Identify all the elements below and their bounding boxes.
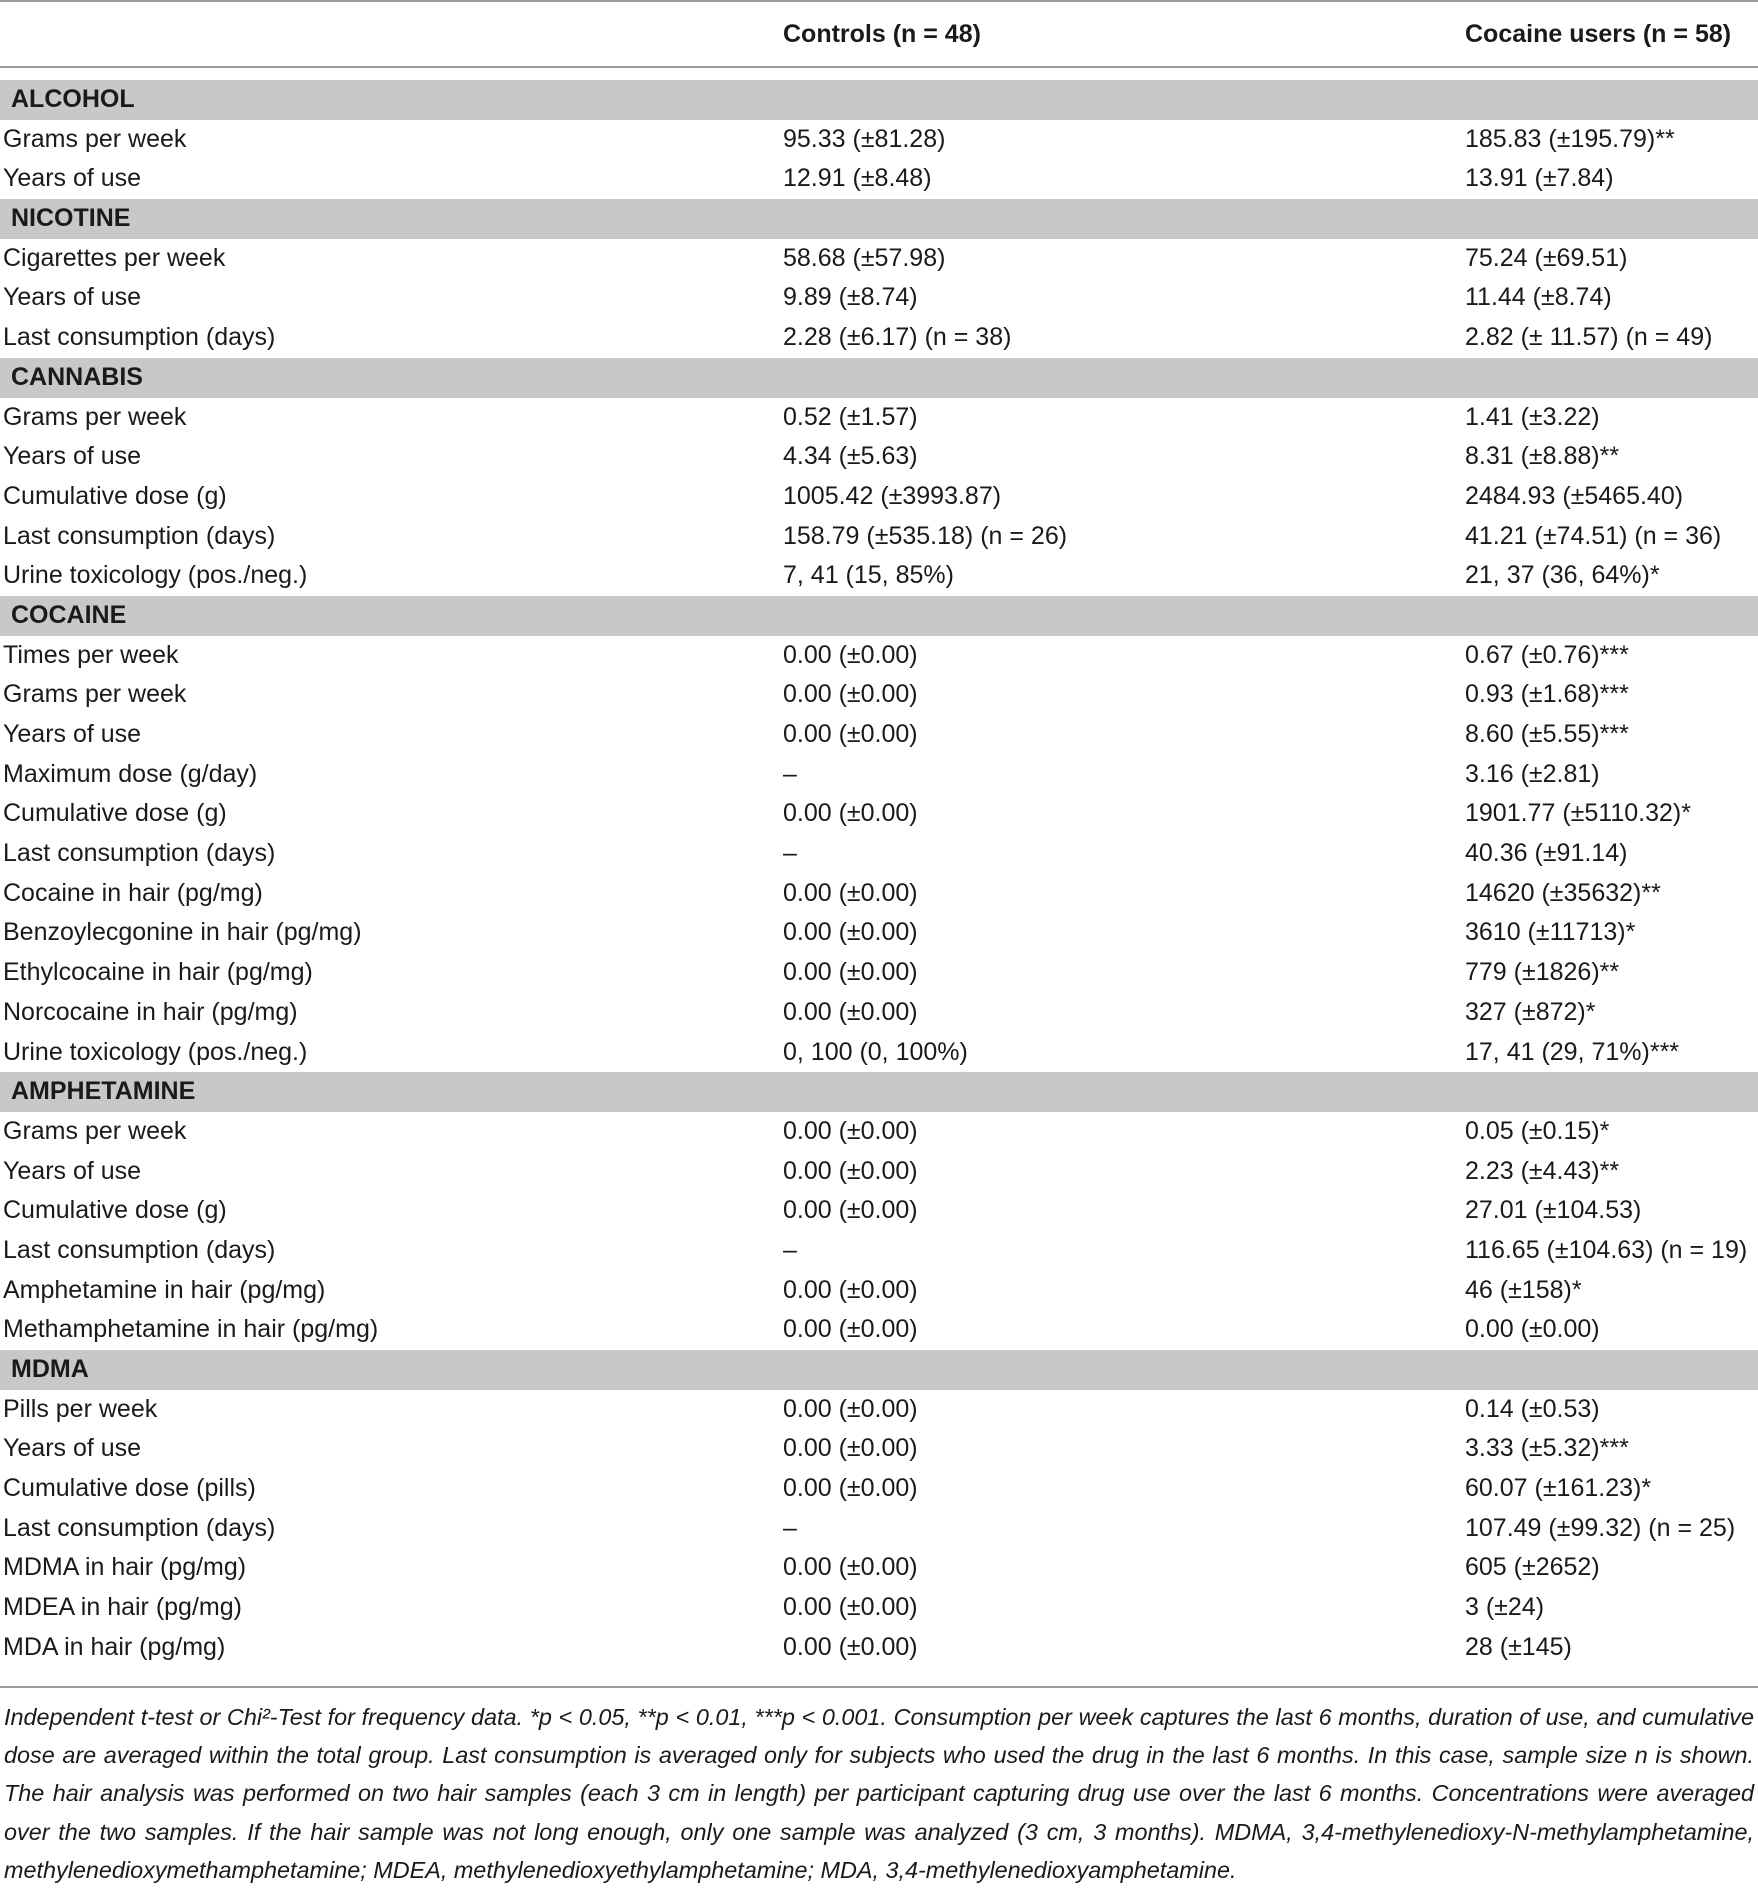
cocaine-users-value: 116.65 (±104.63) (n = 19) bbox=[1465, 1235, 1748, 1264]
row-label: Years of use bbox=[3, 720, 142, 748]
cocaine-users-value: 14620 (±35632)** bbox=[1465, 878, 1661, 907]
cocaine-users-value: 40.36 (±91.14) bbox=[1465, 839, 1628, 868]
controls-value: 0.00 (±0.00) bbox=[783, 918, 918, 947]
cocaine-users-value: 185.83 (±195.79)** bbox=[1465, 124, 1675, 153]
row-label: Grams per week bbox=[3, 124, 187, 153]
cocaine-users-value: 11.44 (±8.74) bbox=[1465, 283, 1612, 312]
table-row bbox=[0, 1033, 1758, 1073]
table-row bbox=[0, 1191, 1758, 1231]
table-row bbox=[0, 874, 1758, 914]
row-label: Pills per week bbox=[3, 1394, 158, 1423]
controls-value: 95.33 (±81.28) bbox=[783, 124, 946, 153]
controls-value: 0, 100 (0, 100%) bbox=[783, 1037, 968, 1066]
cocaine-users-value: 0.05 (±0.15)* bbox=[1465, 1116, 1610, 1145]
row-label: Last consumption (days) bbox=[3, 839, 276, 868]
cocaine-users-value: 0.00 (±0.00) bbox=[1465, 1315, 1600, 1344]
section-header-row bbox=[0, 80, 1758, 120]
cocaine-users-value: 21, 37 (36, 64%)* bbox=[1465, 561, 1660, 590]
table-row bbox=[0, 556, 1758, 596]
row-label: Years of use bbox=[3, 164, 142, 193]
controls-value: – bbox=[783, 1235, 797, 1264]
table-row bbox=[0, 1112, 1758, 1152]
row-label: Cocaine in hair (pg/mg) bbox=[3, 878, 263, 907]
section-header-row bbox=[0, 1350, 1758, 1390]
table-row bbox=[0, 1231, 1758, 1271]
header-rule bbox=[0, 66, 1758, 68]
cocaine-users-value: 60.07 (±161.23)* bbox=[1465, 1474, 1652, 1503]
cocaine-users-value: 107.49 (±99.32) (n = 25) bbox=[1465, 1513, 1736, 1542]
table-row bbox=[0, 1310, 1758, 1350]
table-row bbox=[0, 159, 1758, 199]
controls-value: 4.34 (±5.63) bbox=[783, 442, 918, 471]
controls-value: 0.00 (±0.00) bbox=[783, 1275, 918, 1304]
cocaine-users-value: 327 (±872)* bbox=[1465, 997, 1596, 1026]
table-header bbox=[0, 2, 1758, 66]
row-label: Cigarettes per week bbox=[3, 243, 226, 272]
cocaine-users-value: 0.14 (±0.53) bbox=[1465, 1394, 1600, 1423]
table-row bbox=[0, 1390, 1758, 1430]
row-label: Urine toxicology (pos./neg.) bbox=[3, 561, 308, 590]
controls-value: 2.28 (±6.17) (n = 38) bbox=[783, 323, 1012, 352]
cocaine-users-value: 41.21 (±74.51) (n = 36) bbox=[1465, 521, 1722, 550]
row-label: Cumulative dose (g) bbox=[3, 481, 227, 510]
table-row bbox=[0, 517, 1758, 557]
row-label: MDEA in hair (pg/mg) bbox=[3, 1593, 242, 1622]
cocaine-users-value: 8.31 (±8.88)** bbox=[1465, 442, 1620, 471]
cocaine-users-value: 0.67 (±0.76)*** bbox=[1465, 640, 1629, 669]
table-row bbox=[0, 278, 1758, 318]
table-row bbox=[0, 715, 1758, 755]
header-cocaine-users: Cocaine users (n = 58) bbox=[1465, 20, 1732, 48]
controls-value: 0.00 (±0.00) bbox=[783, 1315, 918, 1344]
row-label: Years of use bbox=[3, 1434, 142, 1463]
row-label: Urine toxicology (pos./neg.) bbox=[3, 1037, 308, 1066]
controls-value: 0.00 (±0.00) bbox=[783, 878, 918, 907]
row-label: Maximum dose (g/day) bbox=[3, 759, 258, 788]
row-label: Times per week bbox=[3, 640, 179, 669]
table-body bbox=[0, 80, 1758, 1668]
row-label: Last consumption (days) bbox=[3, 323, 276, 352]
cocaine-users-value: 3.16 (±2.81) bbox=[1465, 759, 1600, 788]
cocaine-users-value: 1901.77 (±5110.32)* bbox=[1465, 799, 1691, 828]
controls-value: 7, 41 (15, 85%) bbox=[783, 561, 954, 590]
controls-value: 0.00 (±0.00) bbox=[783, 1632, 918, 1661]
table-row bbox=[0, 1469, 1758, 1509]
table-row bbox=[0, 318, 1758, 358]
table-row bbox=[0, 834, 1758, 874]
controls-value: 12.91 (±8.48) bbox=[783, 164, 932, 193]
cocaine-users-value: 2484.93 (±5465.40) bbox=[1465, 481, 1684, 510]
controls-value: – bbox=[783, 759, 797, 788]
table-row bbox=[0, 239, 1758, 279]
controls-value: 0.00 (±0.00) bbox=[783, 1593, 918, 1622]
cocaine-users-value: 0.93 (±1.68)*** bbox=[1465, 680, 1629, 709]
row-label: Years of use bbox=[3, 1156, 142, 1185]
controls-value: 0.52 (±1.57) bbox=[783, 402, 918, 431]
table-row bbox=[0, 913, 1758, 953]
table-row bbox=[0, 120, 1758, 160]
section-title: NICOTINE bbox=[11, 204, 131, 233]
controls-value: 0.00 (±0.00) bbox=[783, 1553, 918, 1582]
cocaine-users-value: 1.41 (±3.22) bbox=[1465, 402, 1600, 431]
table-row bbox=[0, 1548, 1758, 1588]
table-row bbox=[0, 993, 1758, 1033]
controls-value: 0.00 (±0.00) bbox=[783, 1196, 918, 1225]
table-row bbox=[0, 675, 1758, 715]
table-row bbox=[0, 953, 1758, 993]
cocaine-users-value: 3.33 (±5.32)*** bbox=[1465, 1434, 1629, 1463]
section-title: COCAINE bbox=[11, 600, 127, 629]
cocaine-users-value: 2.82 (± 11.57) (n = 49) bbox=[1465, 323, 1713, 352]
section-title: ALCOHOL bbox=[11, 85, 135, 113]
controls-value: 158.79 (±535.18) (n = 26) bbox=[783, 521, 1068, 550]
cocaine-users-value: 75.24 (±69.51) bbox=[1465, 243, 1628, 272]
controls-value: 0.00 (±0.00) bbox=[783, 1434, 918, 1463]
cocaine-users-value: 2.23 (±4.43)** bbox=[1465, 1156, 1620, 1185]
row-label: Last consumption (days) bbox=[3, 1235, 276, 1264]
cocaine-users-value: 46 (±158)* bbox=[1465, 1275, 1582, 1304]
controls-value: 0.00 (±0.00) bbox=[783, 720, 918, 748]
controls-value: 0.00 (±0.00) bbox=[783, 1116, 918, 1145]
row-label: Grams per week bbox=[3, 1116, 187, 1145]
row-label: Grams per week bbox=[3, 402, 187, 431]
section-header-row bbox=[0, 199, 1758, 239]
controls-value: 0.00 (±0.00) bbox=[783, 680, 918, 709]
row-label: Last consumption (days) bbox=[3, 1513, 276, 1542]
controls-value: 58.68 (±57.98) bbox=[783, 243, 946, 272]
row-label: Benzoylecgonine in hair (pg/mg) bbox=[3, 918, 362, 947]
cocaine-users-value: 605 (±2652) bbox=[1465, 1553, 1600, 1582]
table-row bbox=[0, 755, 1758, 795]
cocaine-users-value: 8.60 (±5.55)*** bbox=[1465, 720, 1629, 748]
section-header-row bbox=[0, 596, 1758, 636]
controls-value: 9.89 (±8.74) bbox=[783, 283, 918, 312]
table-row bbox=[0, 398, 1758, 438]
header-controls: Controls (n = 48) bbox=[783, 20, 981, 48]
section-title: MDMA bbox=[11, 1355, 89, 1383]
controls-value: – bbox=[783, 1513, 797, 1542]
controls-value: – bbox=[783, 839, 797, 868]
table-row bbox=[0, 794, 1758, 834]
table-footnote: Independent t-test or Chi²-Test for frequency data. *p < 0.05, **p < 0.01, ***p < 0.001. Consumption per week captures the last 6 months, duration of use, and cumulative dose are averaged within the total group. Last consumption is averaged only for subjects who used the drug in the last 6 months. In this case, sample size n is shown. The hair analysis was performed on two hair samples (each 3 cm in length) per participant capturing drug use over the last 6 months. Concentrations were averaged over the two samples. If the hair sample was not long enough, only one sample was analyzed (3 cm, 3 months). MDMA, 3,4-methylenedioxy-N-methylamphetamine, methylenedioxymethamphetamine; MDEA, methylenedioxyethylamphetamine; MDA, 3,4-methylenedioxyamphetamine. bbox=[4, 1704, 1754, 1883]
row-label: Norcocaine in hair (pg/mg) bbox=[3, 997, 298, 1026]
section-header-row bbox=[0, 1072, 1758, 1112]
cocaine-users-value: 13.91 (±7.84) bbox=[1465, 164, 1614, 193]
table-row bbox=[0, 1152, 1758, 1192]
section-header-row bbox=[0, 358, 1758, 398]
controls-value: 0.00 (±0.00) bbox=[783, 1474, 918, 1503]
table-row bbox=[0, 477, 1758, 517]
cocaine-users-value: 3610 (±11713)* bbox=[1465, 918, 1636, 947]
row-label: Ethylcocaine in hair (pg/mg) bbox=[3, 958, 313, 987]
row-label: Years of use bbox=[3, 283, 142, 312]
table-row bbox=[0, 1588, 1758, 1628]
controls-value: 0.00 (±0.00) bbox=[783, 799, 918, 828]
controls-value: 0.00 (±0.00) bbox=[783, 640, 918, 669]
controls-value: 0.00 (±0.00) bbox=[783, 997, 918, 1026]
controls-value: 1005.42 (±3993.87) bbox=[783, 481, 1002, 510]
row-label: Cumulative dose (pills) bbox=[3, 1474, 256, 1503]
controls-value: 0.00 (±0.00) bbox=[783, 1156, 918, 1185]
row-label: Grams per week bbox=[3, 680, 187, 709]
cocaine-users-value: 27.01 (±104.53) bbox=[1465, 1196, 1642, 1225]
cocaine-users-value: 28 (±145) bbox=[1465, 1632, 1572, 1661]
controls-value: 0.00 (±0.00) bbox=[783, 958, 918, 987]
row-label: MDA in hair (pg/mg) bbox=[3, 1632, 226, 1661]
table-row bbox=[0, 1509, 1758, 1549]
row-label: Amphetamine in hair (pg/mg) bbox=[3, 1275, 326, 1304]
cocaine-users-value: 3 (±24) bbox=[1465, 1593, 1545, 1622]
row-label: Methamphetamine in hair (pg/mg) bbox=[3, 1315, 379, 1344]
row-label: Cumulative dose (g) bbox=[3, 799, 227, 828]
table-row bbox=[0, 1628, 1758, 1668]
table-row bbox=[0, 1271, 1758, 1311]
cocaine-users-value: 779 (±1826)** bbox=[1465, 958, 1620, 987]
row-label: Last consumption (days) bbox=[3, 521, 276, 550]
row-label: Years of use bbox=[3, 442, 142, 471]
section-title: AMPHETAMINE bbox=[11, 1077, 196, 1106]
table-row bbox=[0, 1429, 1758, 1469]
cocaine-users-value: 17, 41 (29, 71%)*** bbox=[1465, 1037, 1680, 1066]
controls-value: 0.00 (±0.00) bbox=[783, 1394, 918, 1423]
table-row bbox=[0, 636, 1758, 676]
row-label: MDMA in hair (pg/mg) bbox=[3, 1553, 247, 1582]
table-row bbox=[0, 437, 1758, 477]
bottom-rule bbox=[0, 1686, 1758, 1688]
section-title: CANNABIS bbox=[11, 362, 143, 391]
row-label: Cumulative dose (g) bbox=[3, 1196, 227, 1225]
